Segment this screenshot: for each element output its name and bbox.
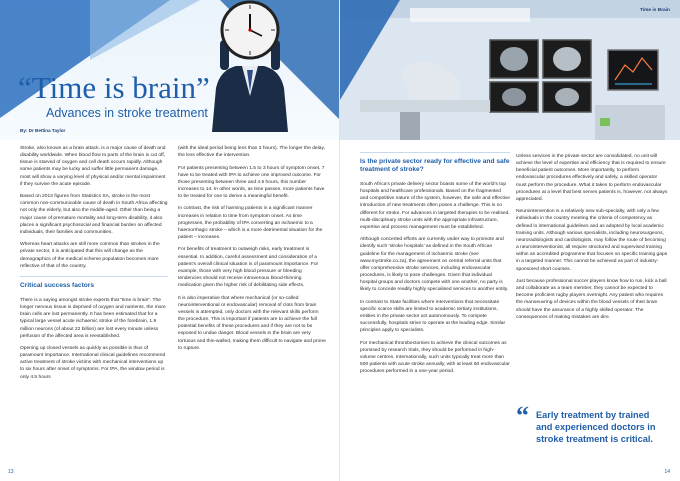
paragraph: Whereas heart attacks are still more common than strokes in the private sector, it is anticipated that this will change as the demographics of the medical scheme population becomes more reflective of that of the country.	[20, 242, 160, 269]
page-title: “Time is brain”	[18, 70, 210, 105]
paragraph: There is a saying amongst stroke experts that “time is brain”. The longer nervous tissue is deprived of oxygen and nutrients, the more brain cells are lost permanently. It has been estimated that for a typical large vessel acute ischaemic stroke of the forebrain, 1.9 million neurons (of about 22 billion) are lost every minute unless perfusion of the affected area is reestablished.	[20, 297, 166, 339]
hospital-room-image	[340, 0, 680, 140]
pull-quote-text: Early treatment by trained and experienced doctors in stroke treatment is critical.	[536, 410, 656, 444]
paragraph: Stroke, also known as a brain attack, is a major cause of death and disability worldwide. When blood flow to parts of the brain is cut off, tissue is starved of oxygen and cell death occurs rapidly. Although some patients may be lucky and suffer little permanent damage, most will show a varying level of physical and/or mental impairment if they survive the acute episode.	[20, 146, 166, 187]
paragraph: In contrast, the risk of harming patients in a significant manner increases in relation to time from symptom onset. As time progresses, the probability of tPA converting an ischaemic to a haemorrhagic stroke – which is a more detrimental situation for the patient – increases.	[178, 206, 323, 241]
paragraph: In contrast to State facilities where interventions that necessitate specific scarce skills are limited to academic tertiary institutions, entities in the private sector act autonomously. To compete successfully, hospitals strive to operate at the leading edge. Similar principles apply to specialists.	[360, 299, 506, 334]
right-page	[340, 0, 680, 481]
paragraph: Opening up closed vessels as quickly as possible is thus of paramount importance. International clinical guidelines recommend active treatment of stroke victims with mechanical interventions up to six hours after onset of symptoms. For tPA, the window period is only 4.5 hours	[20, 346, 166, 380]
quote-mark-icon: “	[516, 401, 529, 430]
text-column-2	[516, 153, 668, 326]
paragraph: It is also imperative that where mechanical (or so-called neurointerventional or endovascular) removal of clots from brain vessels is attempted, only doctors with the relevant skills perform the procedure. This is important if patients are to achieve the full potential benefits of these procedures and if they are not to be exposed to undue danger. Blood vessels in the brain are very tortuous and thin-walled, making them difficult to navigate and prone to rupture.	[178, 295, 326, 351]
man-holding-clock-image	[206, 0, 294, 132]
text-column-1	[20, 145, 168, 386]
section-heading: Is the private sector ready for effective and safe treatment of stroke?	[360, 152, 510, 174]
paragraph: Just because professional soccer players know how to run, kick a ball and collaborate as a team member, they cannot be expected to become proficient rugby players overnight. Any patient who requires the manoeuvring of devices within the blood vessels of their brain should have the assurance of a highly skilled operator. The consequences of making mistakes are dire.	[516, 278, 667, 320]
decor-triangle	[90, 0, 200, 60]
page-subtitle: Advances in stroke treatment	[46, 106, 208, 120]
decor-triangle	[340, 0, 400, 100]
paragraph: Neurointervention is a relatively new sub-specialty, with only a few individuals in the country meeting the criteria of competency as defined in international guidelines and as adopted by local academic training units. Although various specialists, including neurosurgeons, neuroradiologists and cardiologists, may follow the route of becoming a neurointerventionist, all require structured and supervised training within an accredited programme that focuses on specific training gaps in a targeted manner. This cannot be achieved as part of industry-sponsored short courses.	[516, 209, 668, 272]
paragraph: For mechanical thrombectomies to achieve the clinical outcomes as promised by research trials, they should be performed in high-volume centres. Internationally, such units typically treat more than 500 patients with acute stroke annually, with at least 60 endovascular procedures performed in a one-year period.	[360, 340, 510, 375]
paragraph: Based on 2013 figures from Statistics SA, stroke is the most common non-communicable cause of death in South Africa affecting not only the elderly, but also the middle-aged. Other than being a major cause of premature mortality and long-term disability, it also places a significant psychosocial and financial burden on affected individuals, their families and communities.	[20, 194, 168, 235]
section-tag: Time is Brain	[639, 8, 670, 13]
page-number: 13	[8, 469, 14, 475]
text-column-2	[178, 145, 326, 357]
text-column-1	[360, 181, 510, 381]
hero-banner	[0, 0, 340, 140]
paragraph: (with the ideal period being less than 3 hours). The longer the delay, the less effective the intervention.	[178, 146, 325, 159]
paragraph: Unless services in the private sector are consolidated, no unit will achieve the level of expertise and efficiency that is required to ensure beneficial patient outcomes. More importantly, to perform endovascular procedures effectively and safely, a skilled operator must perform the procedure. What it takes to perform endovascular procedures at a level that best serves patients is, however, not always appreciated.	[516, 154, 668, 202]
paragraph: For patients presenting between 1.5 to 3 hours of symptom onset, 7 have to be treated with tPA to achieve one improved outcome. For those presenting between three and 4.5 hours, this number increases to 14. In other words, as time passes, more patients have to be treated for one to derive a meaningful benefit.	[178, 165, 325, 200]
paragraph: For benefits of treatment to outweigh risks, early treatment is essential. In addition, careful assessment and consideration of a patient’s overall clinical situation is of paramount importance. For example, those with very high blood pressure or bleeding tendencies should not receive intravenous blood-thinning medication given the higher risk of debilitating side effects.	[178, 247, 319, 289]
paragraph: South Africa’s private delivery sector boasts some of the world’s top hospitals and healthcare professionals. Based on the fragmented and competitive nature of the system, however, the safe and effective introduction of new treatments often poses a challenge. This is no different for stroke. For advances in targeted therapies to be realised, multi-disciplinary stroke units with the appropriate infrastructure, expertise and process management must be established.	[360, 182, 510, 230]
paragraph: Although concerted efforts are currently under way to promote and identify such ‘stroke hospitals’ as defined in the South African guideline for the management of ischaemic stroke (see www.mystroke.co.za), the agreement on central referral units that offer comprehensive stroke services, including endovascular procedures, is likely to pose challenges. Given that individual hospital groups and doctors compete with one another, no party is likely to concede readily highly specialised services to another entity.	[360, 237, 509, 293]
section-heading: Critical success factors	[20, 276, 168, 290]
page-number: 14	[664, 469, 670, 475]
byline: By: Dr Bettina Taylor	[20, 128, 66, 133]
